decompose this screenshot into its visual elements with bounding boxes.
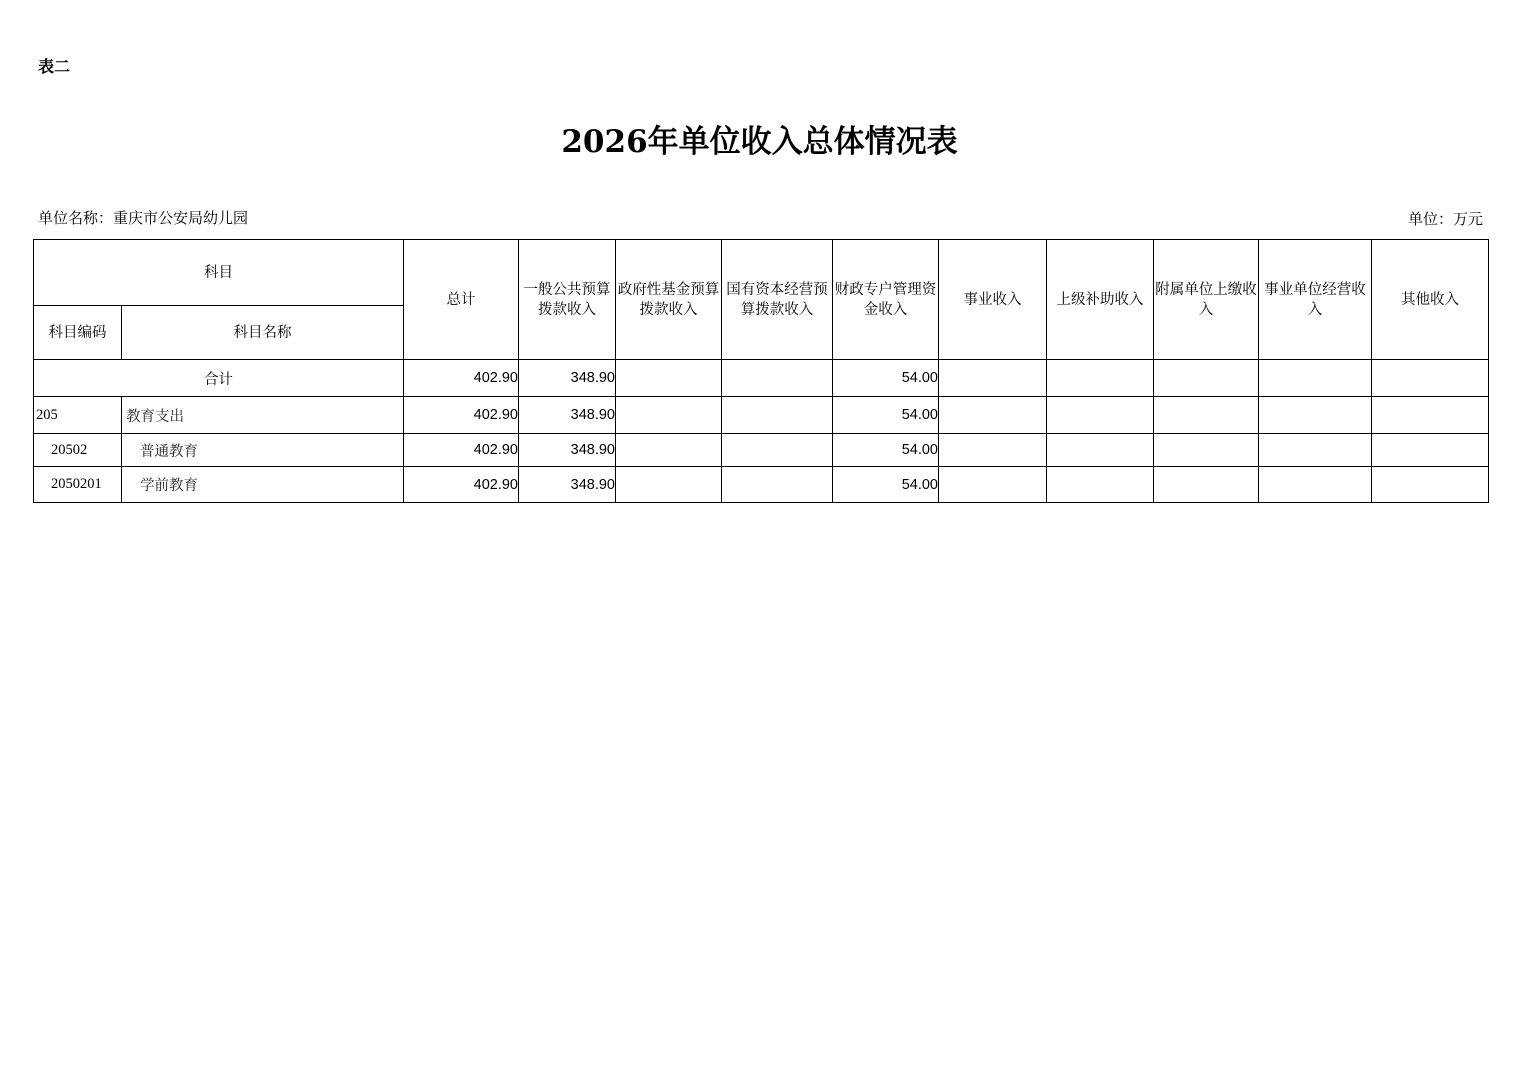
affiliate-income-cell: [1154, 397, 1259, 434]
total-row: [34, 360, 1489, 397]
operating-income-cell: [1259, 467, 1372, 503]
subject-code-cell: 2050201: [34, 467, 122, 503]
gov-fund-cell: [616, 397, 722, 434]
header-special-account: 财政专户管理资金收入: [833, 240, 939, 360]
gov-fund-cell: [616, 467, 722, 503]
header-business-income: 事业收入: [939, 240, 1047, 360]
special-account-cell: 54.00: [833, 434, 939, 467]
state-capital-cell: [722, 397, 833, 434]
header-affiliate-income: 附属单位上缴收入: [1154, 240, 1259, 360]
special-account-cell: 54.00: [833, 467, 939, 503]
header-subject-name: 科目名称: [122, 306, 404, 360]
table-row: [34, 434, 1489, 467]
business-income-cell: [939, 397, 1047, 434]
general-budget-cell: 348.90: [519, 397, 616, 434]
state-capital-cell: [722, 467, 833, 503]
header-general-budget: 一般公共预算拨款收入: [519, 240, 616, 360]
operating-income-cell: [1259, 434, 1372, 467]
table-row: [34, 467, 1489, 503]
state-capital-cell: [722, 434, 833, 467]
general-budget-cell: 348.90: [519, 360, 616, 397]
table-row: [34, 397, 1489, 434]
state-capital-cell: [722, 360, 833, 397]
subject-name-cell: 学前教育: [122, 467, 404, 503]
other-income-cell: [1372, 397, 1489, 434]
gov-fund-cell: [616, 434, 722, 467]
header-state-capital: 国有资本经营预算拨款收入: [722, 240, 833, 360]
header-operating-income: 事业单位经营收入: [1259, 240, 1372, 360]
operating-income-cell: [1259, 397, 1372, 434]
gov-fund-cell: [616, 360, 722, 397]
business-income-cell: [939, 467, 1047, 503]
header-other-income: 其他收入: [1372, 240, 1489, 360]
subject-name-cell: 教育支出: [122, 397, 404, 434]
superior-subsidy-cell: [1047, 397, 1154, 434]
header-total: 总计: [404, 240, 519, 360]
unit-name: 单位名称：重庆市公安局幼儿园: [38, 209, 249, 227]
subject-code-cell: 205: [34, 397, 122, 434]
total-cell: 402.90: [404, 397, 519, 434]
affiliate-income-cell: [1154, 467, 1259, 503]
table-number: 表二: [38, 57, 71, 76]
other-income-cell: [1372, 467, 1489, 503]
header-gov-fund: 政府性基金预算拨款收入: [616, 240, 722, 360]
total-cell: 402.90: [404, 467, 519, 503]
superior-subsidy-cell: [1047, 434, 1154, 467]
income-table: [33, 239, 1489, 503]
affiliate-income-cell: [1154, 434, 1259, 467]
business-income-cell: [939, 434, 1047, 467]
unit-label: 单位：万元: [1407, 210, 1483, 228]
header-subject-code: 科目编码: [34, 306, 122, 360]
general-budget-cell: 348.90: [519, 434, 616, 467]
header-subject: 科目: [34, 240, 404, 306]
operating-income-cell: [1259, 360, 1372, 397]
total-label: 合计: [34, 360, 404, 397]
subject-name-cell: 普通教育: [122, 434, 404, 467]
total-cell: 402.90: [404, 434, 519, 467]
subject-code-cell: 20502: [34, 434, 122, 467]
superior-subsidy-cell: [1047, 467, 1154, 503]
special-account-cell: 54.00: [833, 360, 939, 397]
general-budget-cell: 348.90: [519, 467, 616, 503]
superior-subsidy-cell: [1047, 360, 1154, 397]
other-income-cell: [1372, 360, 1489, 397]
other-income-cell: [1372, 434, 1489, 467]
page-title: 2026年单位收入总体情况表: [561, 124, 958, 160]
total-cell: 402.90: [404, 360, 519, 397]
header-superior-subsidy: 上级补助收入: [1047, 240, 1154, 360]
affiliate-income-cell: [1154, 360, 1259, 397]
business-income-cell: [939, 360, 1047, 397]
special-account-cell: 54.00: [833, 397, 939, 434]
